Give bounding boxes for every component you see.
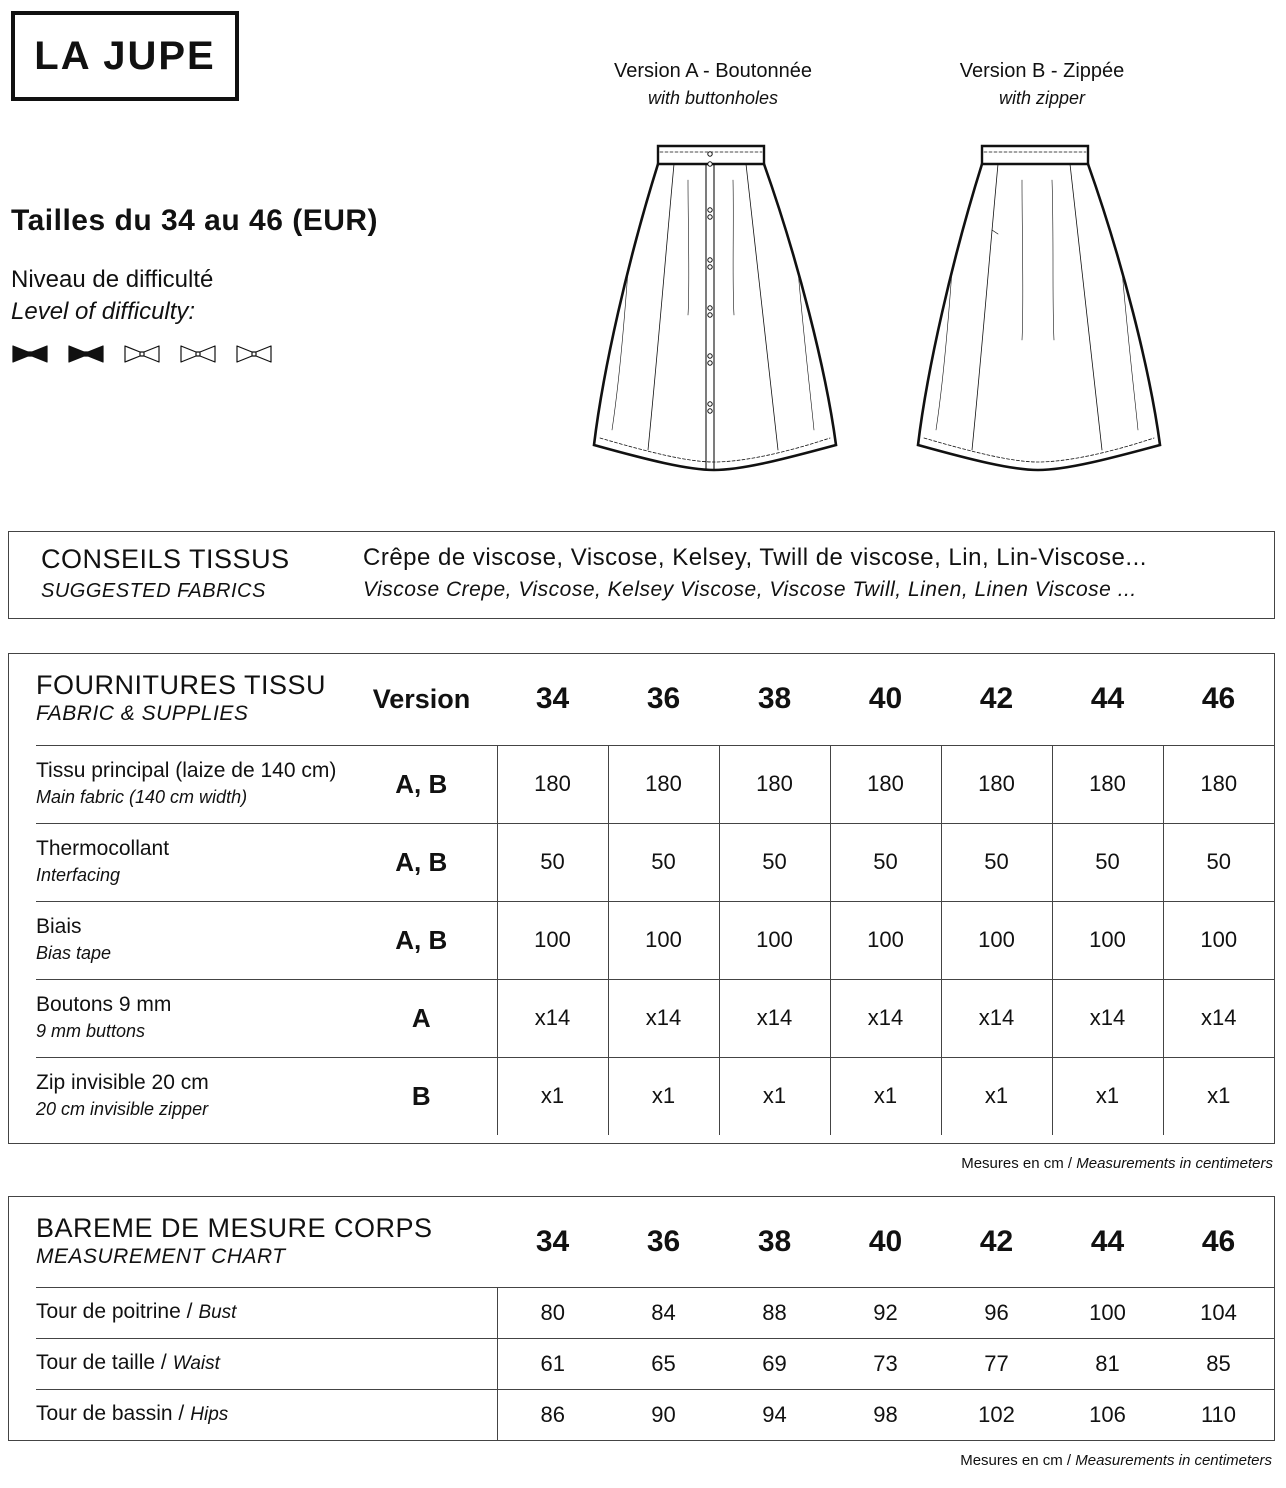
difficulty-label-en: Level of difficulty: — [11, 298, 196, 325]
supplies-heading-fr: FOURNITURES TISSU — [36, 670, 327, 701]
sizes-heading: Tailles du 34 au 46 (EUR) — [11, 204, 379, 237]
size-column-header: 36 — [608, 654, 719, 745]
measurement-note-fr: Mesures en cm / — [960, 1452, 1072, 1469]
difficulty-rating — [11, 344, 273, 364]
measurement-value-cell: 92 — [830, 1287, 941, 1338]
measurement-units-note — [960, 1452, 1272, 1469]
measurement-value-cell: 86 — [497, 1389, 608, 1440]
supplies-row — [36, 823, 1274, 901]
measurement-header-row — [36, 1197, 1274, 1287]
measurement-row — [36, 1338, 1274, 1389]
supplies-row — [36, 901, 1274, 979]
supply-quantity-cell: x1 — [1163, 1057, 1274, 1135]
supply-quantity-cell: 50 — [608, 823, 719, 901]
supply-quantity-cell: 180 — [497, 745, 608, 823]
size-column-header: 46 — [1163, 1197, 1274, 1287]
supply-quantity-cell: 50 — [830, 823, 941, 901]
supply-label-cell — [36, 979, 346, 1057]
suggested-fabrics-panel — [8, 531, 1275, 619]
measurement-name-fr: Tour de taille / — [36, 1351, 167, 1374]
measurement-heading-en: MEASUREMENT CHART — [36, 1244, 286, 1268]
supply-label-cell — [36, 745, 346, 823]
bow-tie-outline-icon — [123, 344, 161, 364]
supply-quantity-cell: 100 — [1052, 901, 1163, 979]
supply-quantity-cell: 100 — [719, 901, 830, 979]
measurement-value-cell: 90 — [651, 1401, 676, 1427]
size-column-header: 42 — [941, 654, 1052, 745]
supplies-row — [36, 745, 1274, 823]
supply-quantity-cell: 180 — [1052, 745, 1163, 823]
measurement-name-en: Waist — [172, 1353, 220, 1374]
measurement-value-cell: 104 — [1163, 1287, 1274, 1338]
supply-name-fr: Biais — [36, 915, 82, 938]
supply-label-cell — [36, 1057, 346, 1135]
bow-tie-outline-icon — [179, 344, 217, 364]
supply-quantity-cell: x1 — [830, 1057, 941, 1135]
supply-quantity-cell: x14 — [719, 979, 830, 1057]
measurement-value-cell: 84 — [608, 1287, 719, 1338]
measurement-label-cell — [36, 1338, 497, 1389]
measurement-row — [36, 1389, 1274, 1440]
supply-name-fr: Tissu principal (laize de 140 cm) — [36, 759, 337, 782]
measurement-label-cell — [36, 1389, 497, 1440]
supplies-table — [36, 654, 1274, 1135]
supply-quantity-cell: x14 — [497, 979, 608, 1057]
supply-quantity-cell: 50 — [1163, 823, 1274, 901]
fabrics-list-en: Viscose Crepe, Viscose, Kelsey Viscose, Viscose Twill, Linen, Linen Viscose ... — [363, 578, 1137, 601]
supply-label-cell — [36, 823, 346, 901]
size-column-header: 40 — [830, 654, 941, 745]
measurement-value-cell: 102 — [978, 1401, 1015, 1427]
supply-name-fr: Thermocollant — [36, 837, 170, 860]
measurement-heading-fr: BAREME DE MESURE CORPS — [36, 1212, 433, 1243]
difficulty-label-fr: Niveau de difficulté — [11, 266, 214, 293]
measurement-value-cell: 94 — [762, 1401, 787, 1427]
measurement-value-cell: 73 — [830, 1338, 941, 1389]
supply-quantity-cell: 180 — [941, 745, 1052, 823]
measurement-note-en: Measurements in centimeters — [1075, 1452, 1272, 1469]
supply-version: A, B — [346, 823, 497, 901]
supply-quantity-cell: 50 — [1052, 823, 1163, 901]
fabrics-heading-fr: CONSEILS TISSUS — [41, 544, 290, 574]
measurement-row — [36, 1287, 1274, 1338]
skirt-version-b-illustration — [912, 140, 1166, 476]
size-column-header: 34 — [497, 654, 608, 745]
supply-quantity-cell: 100 — [608, 901, 719, 979]
supply-name-fr: Boutons 9 mm — [36, 993, 172, 1016]
supplies-note-fr: Mesures en cm / — [961, 1155, 1073, 1172]
supply-quantity-cell: x14 — [1052, 979, 1163, 1057]
supply-version: A — [346, 979, 497, 1057]
supplies-note-en: Measurements in centimeters — [1076, 1155, 1273, 1172]
supply-quantity-cell: x14 — [941, 979, 1052, 1057]
supply-quantity-cell: x1 — [608, 1057, 719, 1135]
supply-quantity-cell: 100 — [497, 901, 608, 979]
size-column-header: 40 — [830, 1197, 941, 1287]
supply-quantity-cell: 100 — [941, 901, 1052, 979]
measurement-table — [36, 1197, 1274, 1440]
version-b-subtitle: with zipper — [998, 88, 1086, 108]
version-a-title: Version A - Boutonnée — [614, 60, 812, 82]
bow-tie-filled-icon — [11, 344, 49, 364]
supplies-row — [36, 979, 1274, 1057]
version-column-header: Version — [346, 654, 497, 745]
supply-quantity-cell: 50 — [941, 823, 1052, 901]
supplies-header-row — [36, 654, 1274, 745]
size-column-header: 46 — [1163, 654, 1274, 745]
supply-quantity-cell: 180 — [719, 745, 830, 823]
measurement-value-cell: 77 — [941, 1338, 1052, 1389]
supplies-units-note — [961, 1155, 1273, 1172]
supply-name-en: 9 mm buttons — [36, 1021, 146, 1041]
measurement-value-cell: 96 — [941, 1287, 1052, 1338]
size-column-header: 38 — [719, 1197, 830, 1287]
supply-quantity-cell: x1 — [497, 1057, 608, 1135]
supply-quantity-cell: 100 — [1163, 901, 1274, 979]
size-column-header: 36 — [608, 1197, 719, 1287]
supply-quantity-cell: x1 — [719, 1057, 830, 1135]
supply-name-fr: Zip invisible 20 cm — [36, 1071, 209, 1095]
measurement-name-fr: Tour de poitrine / — [36, 1300, 193, 1323]
supply-quantity-cell: x14 — [830, 979, 941, 1057]
supply-quantity-cell: 180 — [830, 745, 941, 823]
bow-tie-outline-icon — [235, 344, 273, 364]
measurement-value-cell: 80 — [497, 1287, 608, 1338]
measurement-value-cell: 85 — [1163, 1338, 1274, 1389]
measurement-value-cell: 106 — [1089, 1401, 1126, 1427]
supply-name-en: Bias tape — [36, 943, 112, 963]
supply-name-en: 20 cm invisible zipper — [36, 1099, 209, 1120]
supply-quantity-cell: 100 — [830, 901, 941, 979]
supplies-row — [36, 1057, 1274, 1135]
size-column-header: 42 — [941, 1197, 1052, 1287]
measurement-value-cell: 88 — [719, 1287, 830, 1338]
supply-quantity-cell: 180 — [1163, 745, 1274, 823]
measurement-value-cell: 98 — [873, 1401, 898, 1427]
measurement-name-fr: Tour de bassin / — [36, 1402, 185, 1426]
skirt-version-a-illustration — [588, 140, 842, 476]
measurement-value-cell: 81 — [1052, 1338, 1163, 1389]
version-b-title: Version B - Zippée — [959, 60, 1125, 82]
fabrics-list-fr: Crêpe de viscose, Viscose, Kelsey, Twill de viscose, Lin, Lin-Viscose... — [363, 544, 1147, 571]
supply-quantity-cell: x1 — [1052, 1057, 1163, 1135]
supply-version: A, B — [346, 901, 497, 979]
bow-tie-filled-icon — [67, 344, 105, 364]
fabrics-heading-en: SUGGESTED FABRICS — [41, 580, 266, 602]
size-column-header: 34 — [497, 1197, 608, 1287]
measurement-value-cell: 65 — [608, 1338, 719, 1389]
supply-name-en: Main fabric (140 cm width) — [36, 787, 248, 807]
measurement-value-cell: 110 — [1200, 1401, 1237, 1427]
supply-quantity-cell: x1 — [941, 1057, 1052, 1135]
size-column-header: 44 — [1052, 654, 1163, 745]
measurement-value-cell: 61 — [497, 1338, 608, 1389]
measurement-name-en: Bust — [198, 1302, 237, 1323]
supply-name-en: Interfacing — [36, 865, 121, 885]
supply-quantity-cell: x14 — [1163, 979, 1274, 1057]
supply-quantity-cell: 50 — [719, 823, 830, 901]
supply-quantity-cell: x14 — [608, 979, 719, 1057]
supplies-heading-en: FABRIC & SUPPLIES — [36, 702, 249, 726]
size-column-header: 44 — [1052, 1197, 1163, 1287]
supply-version: A, B — [346, 745, 497, 823]
supply-version: B — [411, 1080, 431, 1111]
measurement-name-en: Hips — [190, 1404, 229, 1426]
supply-label-cell — [36, 901, 346, 979]
measurement-value-cell: 69 — [719, 1338, 830, 1389]
size-column-header: 38 — [719, 654, 830, 745]
measurement-label-cell — [36, 1287, 497, 1338]
supply-quantity-cell: 50 — [497, 823, 608, 901]
version-a-subtitle: with buttonholes — [647, 88, 779, 108]
supply-quantity-cell: 180 — [608, 745, 719, 823]
page-title: LA JUPE — [11, 11, 239, 101]
measurement-value-cell: 100 — [1052, 1287, 1163, 1338]
